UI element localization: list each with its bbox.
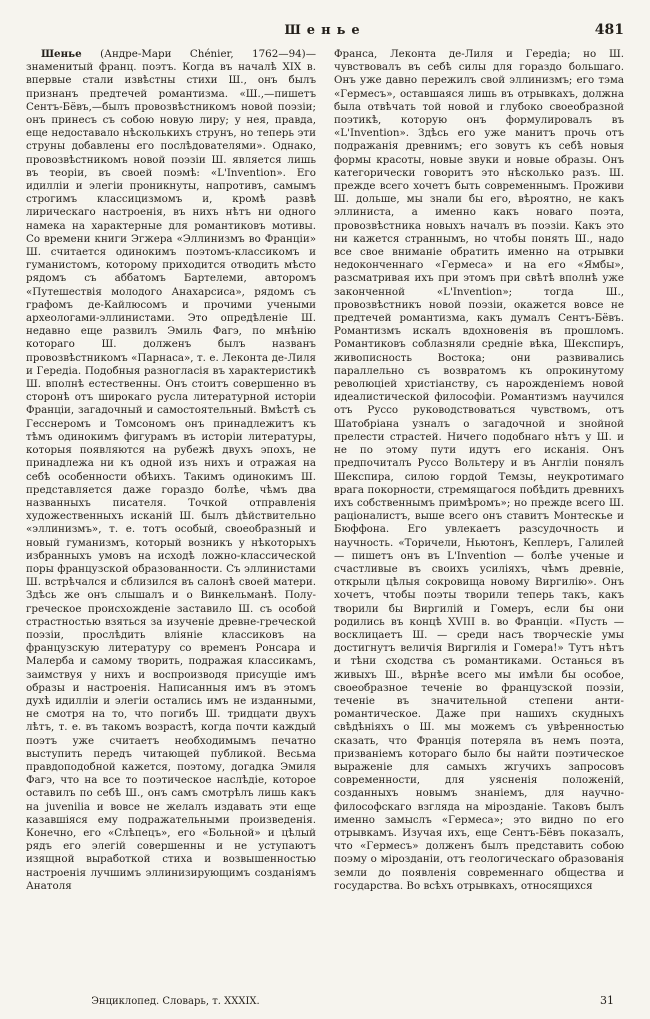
left-column-text: (Андре-Мари Chénier, 1762—94)—знаменитый франц. поэтъ. Когда въ началѣ XIX в. впервые стали извѣстны стихи Ш., онъ былъ признанъ предтечей романтизма. «Ш.,—пишетъ Сентъ-Бёвъ,—былъ провозвѣстникомъ новой поэзіи; онъ принесъ съ собою новую лиру; у нея, правда, еще недоставало нѣсколькихъ струнъ, но теперь эти струны добавлены его послѣдователями». Однако, провозвѣстникомъ новой поэзіи Ш. является лишь въ теоріи, въ своей поэмѣ: «L'Invention». Его идилліи и элегіи проникнуты, напротивъ, самымъ строгимъ классицизмомъ и, кромѣ развѣ лирическаго настроенія, въ нихъ нѣтъ ни одного намека на характерные для романтиковъ мотивы. Со времени книги Эгжера «Эллинизмъ во Франціи» Ш. считается одинокимъ поэтомъ-классикомъ и гуманистомъ, которому приходится отводить мѣсто рядомъ съ аббатомъ Бартелеми, авторомъ «Путешествія молодого Анахарсиса», рядомъ съ графомъ де-Кайлюсомъ и прочими учеными археологами-эллинистами. Это опредѣленіе Ш. недавно еще развилъ Эмиль Фагэ, по мнѣнію котораго Ш. долженъ былъ названъ провозвѣстникомъ «Парнаса», т. е. Леконта де-Лиля и Гередіа. Подобныя разногласія въ характеристикѣ Ш. вполнѣ естественны. Онъ стоитъ совершенно въ сторонѣ отъ широкаго русла литературной исторіи Франціи, загадочный и самостоятельный. Вмѣстѣ съ Гесснеромъ и Томсономъ онъ принадлежитъ къ тѣмъ одинокимъ фигурамъ въ исторіи литературы, которыя появляются на рубежѣ двухъ эпохъ, не принадлежа ни къ одной изъ нихъ и отражая на себѣ особенности обѣихъ. Такимъ одинокимъ Ш. представляется даже гораздо болѣе, чѣмъ два названныхъ писателя. Точкой отправленія художественныхъ исканій Ш. былъ дѣйствительно «эллинизмъ», т. е. тотъ особый, своеобразный и новый гуманизмъ, который возникъ у нѣкоторыхъ избранныхъ умовъ на исходѣ ложно-классической поры французской образованности. Съ эллинистами Ш. встрѣчался и сблизился въ салонѣ своей матери. Здѣсь же онъ слышалъ и о Винкельманѣ. Полу-греческое происхожденіе заставило Ш. съ особой страстностью взяться за изученіе древне-греческой поэзіи, прослѣдить вліяніе классиковъ на французскую литературу со временъ Ронсара и Малерба и самому творить, подражая классикамъ, заимствуя у нихъ и воспроизводя присущіе имъ образы и настроенія. Написанныя имъ въ этомъ духѣ идилліи и элегіи остались имъ не изданными, не смотря на то, что погибъ Ш. тридцати двухъ лѣтъ, т. е. въ такомъ возрастѣ, когда почти каждый поэтъ уже считаетъ необходимымъ печатно выступить передъ читающей публикой. Весьма правдоподобной кажется, поэтому, догадка Эмиля Фагэ, что на все то поэтическое наслѣдіе, которое оставилъ по себѣ Ш., онъ самъ смотрѣлъ лишь какъ на juvenilia и вовсе не желалъ издавать эти еще казавшіяся ему подражательными произведенія. Конечно, его «Слѣпецъ», его «Больной» и цѣлый рядъ его элегій совершенны и не уступаютъ изящной выработкой стиха и возвышенностью настроенія лучшимъ эллинизирующимъ созданіямъ Анатоля [26, 48, 316, 892]
page-header [26, 22, 624, 38]
right-column-text: Франса, Леконта де-Лиля и Гередіа; но Ш. чувствовалъ въ себѣ силы для гораздо большаго. Онъ уже давно пережилъ свой эллинизмъ; его тэма «Гермесъ», оставшаяся лишь въ отрывкахъ, должна была отвѣчать той новой и глубоко своеобразной поэтикѣ, которую онъ формулировалъ въ «L'Invention». Здѣсь его уже манитъ прочь отъ подражанія древнимъ; его зовутъ къ себѣ новыя формы красоты, новые звуки и новые образы. Онъ категорически говоритъ это нѣсколько разъ. Ш. прежде всего хочетъ быть современнымъ. Проживи Ш. дольше, мы знали бы его, вѣроятно, не какъ эллиниста, а именно какъ новаго поэта, провозвѣстника новыхъ началъ въ поэзіи. Какъ это ни кажется страннымъ, но чтобы понять Ш., надо все свое вниманіе обратить именно на отрывки недоконченнаго «Гермеса» и на его «Ямбы», разсматривая ихъ при этомъ при свѣтѣ вполнѣ уже законченной «L'Invention»; тогда Ш., провозвѣстникъ новой поэзіи, окажется вовсе не предтечей романтизма, какъ думалъ Сентъ-Бёвъ. Романтизмъ искалъ вдохновенія въ прошломъ. Романтиковъ соблазняли средніе вѣка, Шекспиръ, живописность Востока; они развивались параллельно съ возвратомъ къ опрокинутому революціей христіанству, съ нарожденіемъ новой идеалистической философіи. Романтизмъ научился отъ Руссо руководствоваться чувствомъ, отъ Шатобріана узналъ о загадочной и знойной прелести страстей. Ничего подобнаго нѣтъ у Ш. и не по этому пути идутъ его исканія. Онъ предпочиталъ Руссо Вольтеру и въ Англіи понялъ Шекспира, силою гордой Темзы, неукротимаго врага покорности, стремящагося побѣдить древнихъ ихъ собственнымъ примѣромъ»; но прежде всего Ш. раціоналистъ, выше всего онъ ставитъ Монтескье и Бюффона. Его увлекаетъ разсудочность и научность. «Торичели, Ньютонъ, Кеплеръ, Галилей — пишетъ онъ въ L'Invention — болѣе ученые и счастливые въ своихъ усиліяхъ, чѣмъ древніе, открыли цѣлыя сокровища новому Виргилію». Онъ хочетъ, чтобы поэты творили теперь такъ, какъ творили бы Виргилій и Гомеръ, если бы они родились въ концѣ XVIII в. во Франціи. «Пусть — восклицаетъ Ш. — среди насъ творческіе умы достигнутъ величія Виргилія и Гомера!» Тутъ нѣтъ и тѣни сходства съ романтиками. Останься въ живыхъ Ш., вѣрнѣе всего мы имѣли бы особое, своеобразное теченіе во французской поэзіи, теченіе въ значительной степени анти-романтическое. Даже при нашихъ скудныхъ свѣдѣніяхъ о Ш. мы можемъ съ увѣренностью сказать, что Франція потеряла въ немъ поэта, призваніемъ котораго было бы найти поэтическое выраженіе для самыхъ жгучихъ запросовъ современности, для уясненія положеній, созданныхъ новымъ знаніемъ, для научно-философскаго взгляда на мірозданіе. Таковъ былъ именно замыслъ «Гермеса»; это видно по его отрывкамъ. Изучая ихъ, еще Сентъ-Бёвъ показалъ, что «Гермесъ» долженъ былъ представить собою поэму о мірозданіи, отъ геологическаго образованія земли до появленія современнаго общества и государства. Во всѣхъ отрывкахъ, относящихся [334, 48, 624, 892]
text-columns [26, 48, 624, 893]
left-column [26, 48, 316, 893]
volume-imprint: Энциклопед. Словарь, т. XXXIX. [91, 996, 260, 1007]
right-column [334, 48, 624, 893]
article-paragraph-right [334, 48, 624, 893]
sheet-signature: 31 [600, 994, 614, 1007]
article-paragraph-left [26, 48, 316, 893]
page-footer [26, 994, 624, 1007]
running-head-title: Шенье [284, 23, 366, 38]
article-headword: Шенье [41, 48, 82, 60]
page-number: 481 [594, 22, 624, 38]
